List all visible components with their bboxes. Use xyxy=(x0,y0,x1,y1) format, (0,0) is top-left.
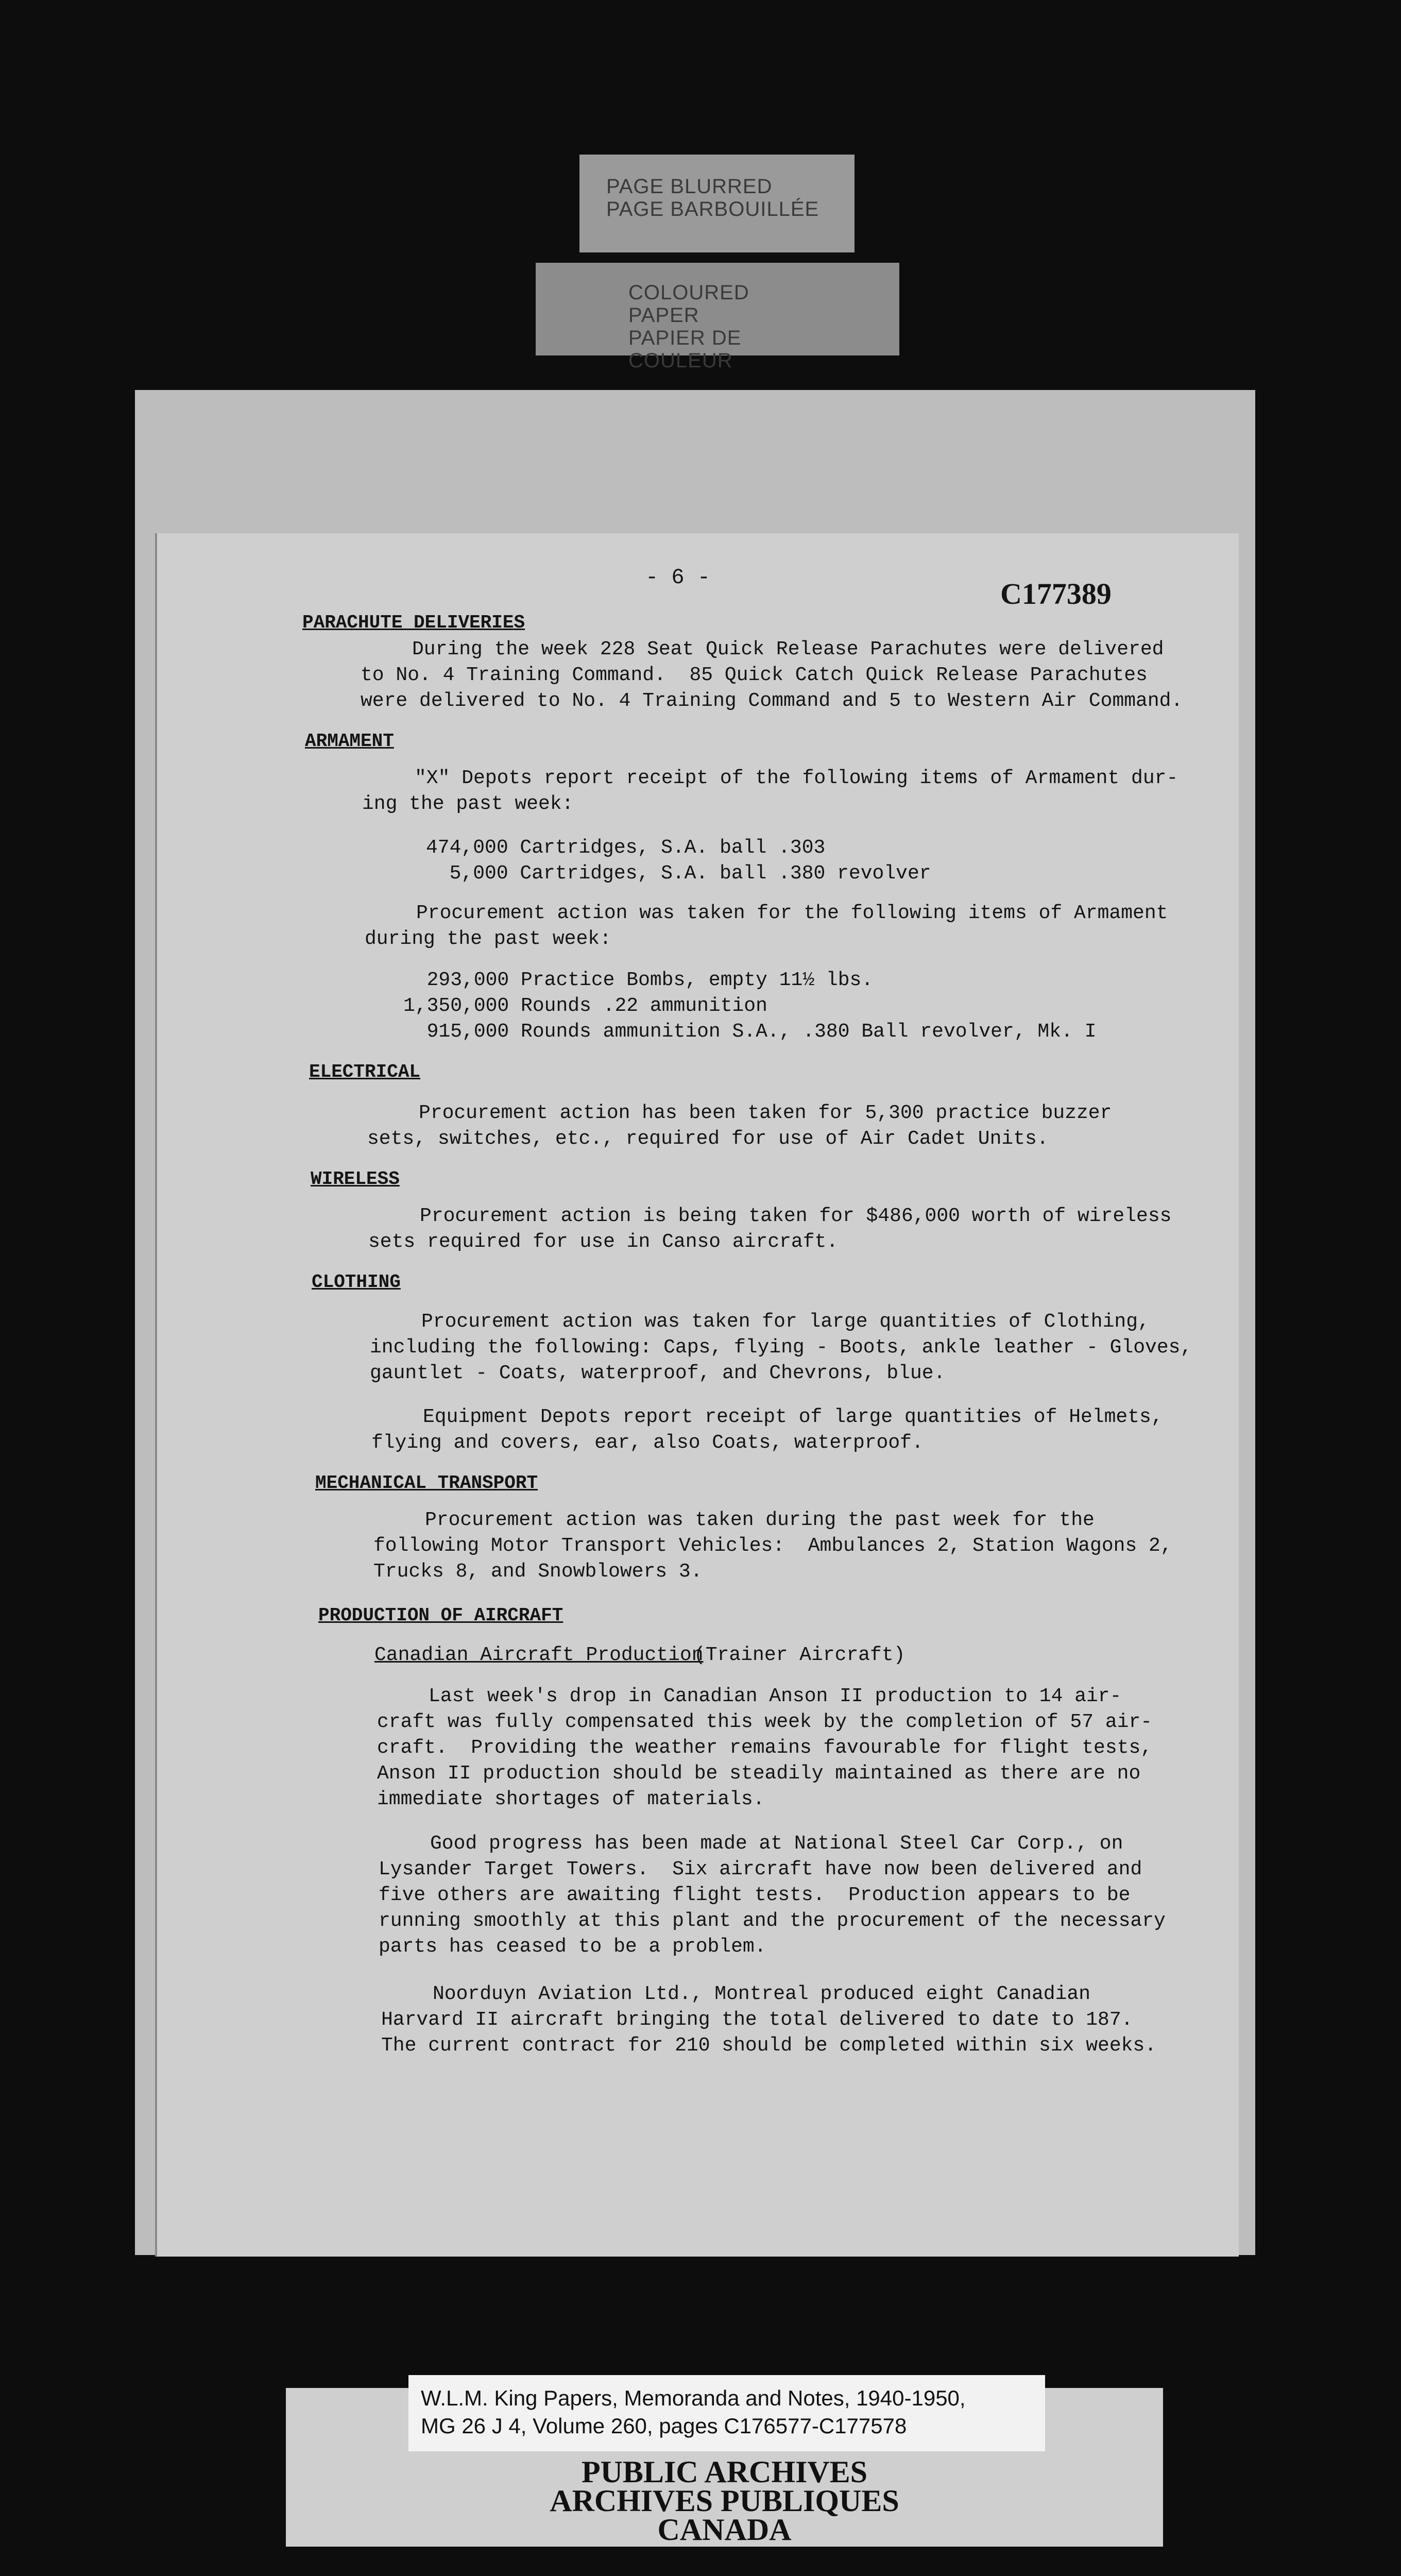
paragraph-line: Procurement action was taken for large quantities of Clothing, xyxy=(421,1311,1150,1333)
citation-line: W.L.M. King Papers, Memoranda and Notes, 1940-1950, xyxy=(421,2386,966,2410)
archives-line: CANADA xyxy=(657,2513,792,2547)
paragraph-line: Harvard II aircraft bringing the total delivered to date to 187. xyxy=(381,2009,1133,2031)
list-item: 915,000 Rounds ammunition S.A., .380 Ball revolver, Mk. I xyxy=(403,1021,1097,1043)
subheading-note: (Trainer Aircraft) xyxy=(694,1644,905,1666)
paragraph-line: immediate shortages of materials. xyxy=(377,1788,765,1810)
section-heading-electrical: ELECTRICAL xyxy=(309,1061,421,1082)
paragraph-line: "X" Depots report receipt of the following items of Armament dur- xyxy=(415,767,1178,789)
tag-line: COLOURED PAPER xyxy=(628,281,749,327)
page-blurred-tag xyxy=(579,155,855,252)
paragraph-line: Anson II production should be steadily maintained as there are no xyxy=(377,1762,1141,1785)
page-number: - 6 - xyxy=(645,565,711,590)
paragraph-line: Noorduyn Aviation Ltd., Montreal produced eight Canadian xyxy=(433,1983,1091,2005)
paragraph-line: Procurement action was taken during the past week for the xyxy=(425,1509,1095,1531)
archives-line: ARCHIVES PUBLIQUES xyxy=(550,2484,899,2518)
section-heading-armament: ARMAMENT xyxy=(305,731,394,752)
citation-line: MG 26 J 4, Volume 260, pages C176577-C177578 xyxy=(421,2414,907,2438)
paragraph-line: Procurement action is being taken for $486,000 worth of wireless xyxy=(420,1205,1172,1227)
citation-box xyxy=(408,2375,1045,2451)
paragraph-line: five others are awaiting flight tests. Production appears to be xyxy=(379,1884,1131,1906)
paragraph-line: to No. 4 Training Command. 85 Quick Catch Quick Release Parachutes xyxy=(361,664,1148,686)
archives-stamp xyxy=(286,2455,1163,2547)
paragraph-line: craft. Providing the weather remains favourable for flight tests, xyxy=(377,1737,1153,1759)
paragraph-line: Procurement action has been taken for 5,300 practice buzzer xyxy=(419,1102,1112,1124)
paragraph-line: Procurement action was taken for the following items of Armament xyxy=(416,902,1168,924)
list-item: 293,000 Practice Bombs, empty 11½ lbs. xyxy=(403,969,874,991)
tag-line: PAPIER DE COULEUR xyxy=(628,327,742,372)
archives-line: PUBLIC ARCHIVES xyxy=(581,2455,868,2489)
paragraph-line: craft was fully compensated this week by the completion of 57 air- xyxy=(377,1711,1153,1733)
paragraph-line: running smoothly at this plant and the procurement of the necessary xyxy=(379,1910,1166,1932)
section-heading-production: PRODUCTION OF AIRCRAFT xyxy=(318,1605,563,1626)
coloured-paper-tag xyxy=(536,263,899,372)
section-heading-transport: MECHANICAL TRANSPORT xyxy=(315,1472,538,1494)
paragraph-line: During the week 228 Seat Quick Release Parachutes were delivered xyxy=(412,638,1164,660)
tag-line: PAGE BARBOUILLÉE xyxy=(606,198,819,221)
section-heading-parachute: PARACHUTE DELIVERIES xyxy=(302,612,525,633)
paragraph-line: flying and covers, ear, also Coats, waterproof. xyxy=(371,1432,924,1454)
paragraph-line: ing the past week: xyxy=(362,793,574,815)
list-item: 5,000 Cartridges, S.A. ball .380 revolver xyxy=(426,862,931,885)
list-item: 1,350,000 Rounds .22 ammunition xyxy=(403,995,767,1017)
section-heading-wireless: WIRELESS xyxy=(311,1168,400,1190)
document-page xyxy=(157,533,1239,2257)
paragraph-line: were delivered to No. 4 Training Command and 5 to Western Air Command. xyxy=(361,690,1183,712)
paragraph-line: Last week's drop in Canadian Anson II production to 14 air- xyxy=(429,1685,1122,1707)
list-item: 474,000 Cartridges, S.A. ball .303 xyxy=(426,837,826,859)
paragraph-line: Trucks 8, and Snowblowers 3. xyxy=(373,1561,703,1583)
paragraph-line: following Motor Transport Vehicles: Ambulances 2, Station Wagons 2, xyxy=(373,1535,1172,1557)
paragraph-line: The current contract for 210 should be completed within six weeks. xyxy=(381,2035,1157,2057)
paragraph-line: including the following: Caps, flying - Boots, ankle leather - Gloves, xyxy=(370,1336,1192,1359)
paragraph-line: Lysander Target Towers. Six aircraft have now been delivered and xyxy=(379,1858,1142,1880)
paragraph-line: sets, switches, etc., required for use of Air Cadet Units. xyxy=(367,1128,1049,1150)
paragraph-line: gauntlet - Coats, waterproof, and Chevrons, blue. xyxy=(370,1362,946,1384)
paragraph-line: parts has ceased to be a problem. xyxy=(379,1936,766,1958)
paragraph-line: sets required for use in Canso aircraft. xyxy=(368,1231,839,1253)
paragraph-line: Good progress has been made at National Steel Car Corp., on xyxy=(430,1833,1123,1855)
reference-number: C177389 xyxy=(1000,577,1112,611)
paragraph-line: Equipment Depots report receipt of large quantities of Helmets, xyxy=(423,1406,1163,1428)
tag-line: PAGE BLURRED xyxy=(606,175,773,198)
section-heading-clothing: CLOTHING xyxy=(312,1272,401,1293)
subheading: Canadian Aircraft Production xyxy=(374,1644,704,1666)
paragraph-line: during the past week: xyxy=(365,928,611,950)
